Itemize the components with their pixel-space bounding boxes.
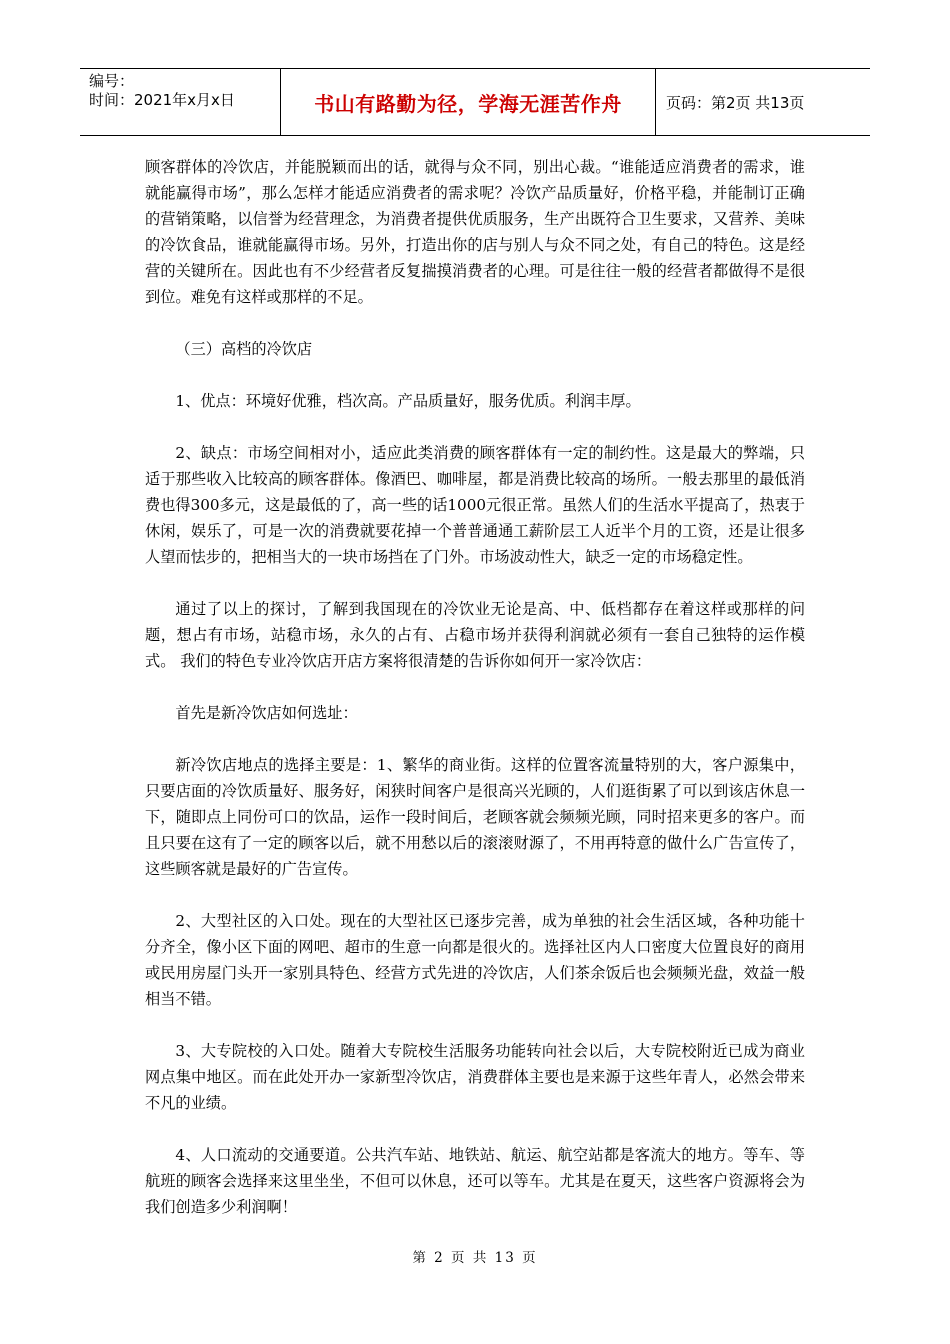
paragraph-location-commercial-street: 新冷饮店地点的选择主要是：1、繁华的商业街。这样的位置客流量特别的大，客户源集中，只要店面的冷饮质量好、服务好，闲狭时间客户是很高兴光顾的，人们逛街累了可以到该店休息一下，随即点上同份可口的饮品，运作一段时间后，老顾客就会频频光顾，同时招来更多的客户。而且只要在这有了一定的顾客以后，就不用愁以后的滚滚财源了，不用再特意的做什么广告宣传了，这些顾客就是最好的广告宣传。 — [145, 756, 805, 878]
document-date-label: 时间：2021年x月x日 — [89, 91, 235, 109]
section-heading-high-end: （三）高档的冷饮店 — [175, 340, 313, 358]
paragraph-site-selection-heading: 首先是新冷饮店如何选址： — [175, 704, 358, 722]
paragraph-location-community: 2、大型社区的入口处。现在的大型社区已逐步完善，成为单独的社会生活区域，各种功能十分齐全，像小区下面的网吧、超市的生意一向都是很火的。选择社区内人口密度大位置良好的商用或民用房屋门头开一家别具特色、经营方式先进的冷饮店，人们茶余饭后也会频频光盘，效益一般相当不错。 — [145, 912, 805, 1008]
paragraph-summary: 通过了以上的探讨，了解到我国现在的冷饮业无论是高、中、低档都存在着这样或那样的问题，想占有市场，站稳市场，永久的占有、占稳市场并获得利润就必须有一套自己独特的运作模式。 我们的特色专业冷饮店开店方案将很清楚的告诉你如何开一家冷饮店： — [145, 600, 805, 670]
header-page-info: 页码：第2页 共13页 — [666, 93, 805, 112]
paragraph-advantages: 1、优点：环境好优雅，档次高。产品质量好，服务优质。利润丰厚。 — [175, 392, 641, 410]
paragraph-disadvantages: 2、缺点：市场空间相对小，适应此类消费的顾客群体有一定的制约性。这是最大的弊端，只适于那些收入比较高的顾客群体。像酒巴、咖啡屋，都是消费比较高的场所。一般去那里的最低消费也得300多元，这是最低的了，高一些的话1000元很正常。虽然人们的生活水平提高了，热衷于休闲，娱乐了，可是一次的消费就要花掉一个普普通通工薪阶层工人近半个月的工资，还是让很多人望而怯步的，把相当大的一块市场挡在了门外。市场波动性大，缺乏一定的市场稳定性。 — [145, 444, 805, 566]
document-number-label: 编号： — [89, 72, 135, 90]
page-header — [80, 68, 870, 136]
header-motto: 书山有路勤为径，学海无涯苦作舟 — [280, 69, 656, 135]
paragraph-location-transport: 4、人口流动的交通要道。公共汽车站、地铁站、航运、航空站都是客流大的地方。等车、等航班的顾客会选择来这里坐坐，不但可以休息，还可以等车。尤其是在夏天，这些客户资源将会为我们创造多少利润啊！ — [145, 1146, 805, 1216]
document-body — [145, 154, 805, 1246]
header-meta — [80, 69, 280, 135]
paragraph-location-college: 3、大专院校的入口处。随着大专院校生活服务功能转向社会以后，大专院校附近已成为商业网点集中地区。而在此处开办一家新型冷饮店，消费群体主要也是来源于这些年青人，必然会带来不凡的业绩。 — [145, 1042, 805, 1112]
paragraph-continuation: 顾客群体的冷饮店，并能脱颖而出的话，就得与众不同，别出心裁。“谁能适应消费者的需求，谁就能赢得市场”，那么怎样才能适应消费者的需求呢？冷饮产品质量好，价格平稳，并能制订正确的营销策略，以信誉为经营理念，为消费者提供优质服务，生产出既符合卫生要求，又营养、美味的冷饮食品，谁就能赢得市场。另外，打造出你的店与别人与众不同之处，有自己的特色。这是经营的关键所在。因此也有不少经营者反复揣摸消费者的心理。可是往往一般的经营者都做得不是很到位。难免有这样或那样的不足。 — [145, 158, 805, 306]
page-footer: 第 2 页 共 13 页 — [412, 1250, 538, 1266]
